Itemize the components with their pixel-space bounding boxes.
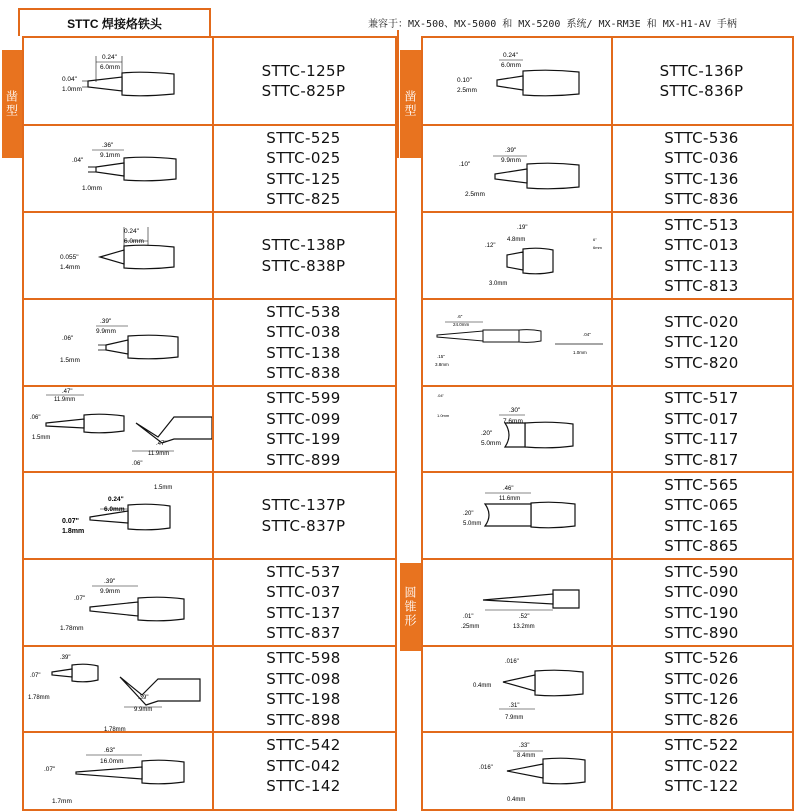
tip-drawing [24, 300, 214, 385]
part-number: STTC-898 [266, 710, 341, 729]
dim-width-in: .20" [463, 511, 474, 517]
dim-length-in: 0.24" [102, 54, 117, 61]
part-number-list [611, 126, 792, 211]
dim-width-mm: 2.5mm [457, 87, 477, 94]
dim-length-in: .46" [503, 486, 514, 492]
part-number-list [212, 213, 395, 298]
dim-bent-in: .39" [138, 695, 149, 701]
part-number: STTC-820 [664, 353, 739, 372]
dim-width-in: 0.04" [62, 76, 77, 83]
dim-length-mm: 13.2mm [513, 624, 535, 630]
dim-length-in: .33" [519, 743, 530, 749]
dim-width-mm: 1.5mm [32, 435, 51, 441]
dim-width-mm: 1.7mm [52, 798, 72, 805]
part-number: STTC-138 [266, 343, 341, 362]
tip-row [421, 731, 794, 811]
part-number-list [611, 300, 792, 385]
part-number-list [611, 473, 792, 558]
dim-length-in: .39" [505, 147, 517, 154]
tip-drawing [24, 473, 214, 558]
dim-width-mm: 1.8mm [62, 528, 85, 535]
dim-length-in: .19" [517, 225, 528, 231]
tip-row [22, 558, 397, 647]
part-number: STTC-142 [266, 777, 341, 795]
tip-drawing [423, 733, 613, 809]
part-number: STTC-122 [664, 777, 739, 795]
conical-tab-label: 圆锥形 [403, 586, 417, 628]
dim-length-in: .6" [457, 314, 463, 319]
tip-row [421, 645, 794, 733]
catalog-title: STTC 焊接烙铁头 [18, 8, 211, 36]
part-number: STTC-590 [664, 562, 739, 581]
dim-length-mm: 11.9mm [54, 397, 76, 403]
tip-drawing [24, 213, 214, 298]
dim-width-in: 0.07" [62, 518, 79, 525]
tip-drawing [24, 387, 214, 471]
part-number: STTC-536 [664, 128, 739, 147]
part-number: STTC-113 [664, 256, 739, 275]
dim-length-in: .36" [102, 142, 114, 149]
dim-length-mm: 9.1mm [100, 152, 120, 159]
tip-row [22, 471, 397, 560]
tip-row [421, 124, 794, 213]
dim-tip-mm: 0.4mm [507, 797, 526, 803]
part-number: STTC-017 [664, 409, 739, 428]
dim-width-mm: 5.0mm [463, 521, 482, 527]
dim-width-in: .07" [44, 766, 56, 773]
part-number: STTC-126 [664, 690, 739, 708]
tip-row [22, 645, 397, 733]
dim-bent-mm: 9.9mm [134, 707, 153, 713]
part-number: STTC-599 [266, 389, 341, 407]
dim-width-mm: 1.0mm [62, 86, 82, 93]
chisel-tab-left-label: 凿型 [4, 90, 19, 118]
dim-width-in: 0.055" [60, 254, 79, 261]
tip-drawing [423, 213, 613, 298]
conical-tab [400, 563, 421, 651]
dim-width-in: .01" [463, 614, 474, 620]
tip-row [22, 385, 397, 473]
part-number: STTC-065 [664, 496, 739, 514]
dim-length-in: 0.24" [124, 228, 139, 235]
part-number: STTC-838P [261, 256, 346, 275]
part-number: STTC-837P [261, 516, 346, 535]
dim-width-mm: 3.8mm [435, 362, 449, 367]
part-number: STTC-125 [266, 169, 341, 188]
part-number: STTC-517 [664, 389, 739, 407]
part-number: STTC-038 [266, 323, 341, 341]
part-number: STTC-165 [664, 516, 739, 535]
tip-row [22, 731, 397, 811]
dim-tip-in: .04" [437, 393, 444, 398]
part-number: STTC-026 [664, 669, 739, 688]
part-number: STTC-037 [266, 583, 341, 601]
part-number-list [611, 38, 792, 124]
dim-tip-mm: 1.0mm [437, 413, 450, 418]
dim-length-mm: 7.9mm [505, 715, 524, 721]
dim-note-in: 6" [593, 237, 597, 242]
dim-length-mm: 7.6mm [503, 418, 523, 425]
tip-row [22, 124, 397, 213]
part-number: STTC-865 [664, 537, 739, 555]
tip-drawing [24, 733, 214, 809]
dim-bent-in: .47" [156, 441, 167, 447]
tip-row [421, 471, 794, 560]
dim-width-in: .15" [437, 354, 445, 359]
dim-length-mm: 6.0mm [100, 64, 120, 71]
dim-length-in: .39" [104, 578, 116, 585]
dim-length-in: .47" [62, 389, 73, 395]
dim-length-mm: 4.8mm [507, 237, 526, 243]
part-number-list [212, 38, 395, 124]
dim-width-mm: 1.78mm [60, 625, 84, 632]
part-number: STTC-137 [266, 603, 341, 622]
part-number: STTC-125P [261, 61, 346, 80]
dim-width-mm: 5.0mm [481, 440, 501, 447]
part-number-list [611, 560, 792, 645]
tip-drawing [423, 560, 613, 645]
dim-length-in: .39" [60, 655, 71, 661]
part-number-list [212, 300, 395, 385]
part-number: STTC-542 [266, 736, 341, 754]
tip-row [421, 385, 794, 473]
tip-row [421, 36, 794, 126]
part-number-list [212, 126, 395, 211]
dim-length-mm: 6.0mm [501, 62, 521, 69]
dim-tip-in: .016" [505, 659, 519, 665]
dim-length-in: 0.24" [503, 52, 518, 59]
dim-length-mm: 16.0mm [100, 758, 124, 765]
tip-drawing [423, 300, 613, 385]
tip-drawing [24, 38, 214, 124]
part-number: STTC-042 [266, 756, 341, 775]
dim-width-mm: 2.5mm [465, 191, 485, 198]
dim-width-mm: 1.4mm [60, 264, 80, 271]
part-number: STTC-522 [664, 736, 739, 754]
chisel-tab-right-label: 凿型 [403, 90, 417, 118]
dim-width-mm: 1.78mm [28, 695, 50, 701]
part-number: STTC-838 [266, 364, 341, 382]
dim-note-mm: 6mm [593, 245, 602, 250]
dim-length-in: .31" [509, 703, 520, 709]
chisel-tab-right [400, 50, 421, 158]
dim-length-in: .52" [519, 614, 530, 620]
dim-length-mm: 9.9mm [100, 588, 120, 595]
part-number-list [611, 213, 792, 298]
part-number-list [212, 560, 395, 645]
dim-length-mm: 6.0mm [104, 506, 125, 513]
dim-length-in: .30" [509, 407, 521, 414]
dim-tip-mm: 1.0mm [573, 350, 587, 355]
part-number: STTC-136P [659, 61, 744, 80]
compatibility-note: 兼容于：MX-500、MX-5000 和 MX-5200 系统/ MX-RM3E 和 MX-H1-AV 手柄 [368, 19, 737, 30]
dim-length-mm: 24.0mm [453, 322, 470, 327]
dim-width-in: .06" [30, 415, 41, 421]
part-number: STTC-513 [664, 215, 739, 234]
part-number: STTC-199 [266, 430, 341, 448]
dim-width-in: .06" [62, 335, 74, 342]
tip-row [421, 558, 794, 647]
dim-length-in: .39" [100, 318, 112, 325]
dim-length-mm: 9.9mm [501, 157, 521, 164]
tip-drawing [423, 38, 613, 124]
dim-width-in: .07" [30, 673, 41, 679]
tip-drawing [24, 126, 214, 211]
dim-length-mm: 11.6mm [499, 496, 521, 502]
part-number: STTC-826 [664, 710, 739, 729]
dim-bent-mm: 11.9mm [148, 451, 170, 457]
dim-width-mm: 1.0mm [82, 185, 102, 192]
dim-width-in: .12" [485, 243, 496, 249]
part-number: STTC-117 [664, 430, 739, 448]
dim-length-mm: 8.4mm [517, 753, 536, 759]
dim-width-in: .10" [459, 161, 471, 168]
part-number: STTC-825P [261, 82, 346, 100]
part-number: STTC-190 [664, 603, 739, 622]
dim-tip-in: .04" [583, 332, 591, 337]
dim-width-mm: 3.0mm [489, 281, 508, 287]
part-number: STTC-837 [266, 624, 341, 642]
dim-width-in: .07" [74, 595, 86, 602]
part-number-list [212, 647, 395, 731]
tip-drawing [24, 647, 214, 731]
part-number: STTC-198 [266, 690, 341, 708]
part-number: STTC-138P [261, 236, 346, 254]
part-number: STTC-890 [664, 624, 739, 642]
tip-drawing [423, 126, 613, 211]
tip-drawing [24, 560, 214, 645]
part-number: STTC-899 [266, 450, 341, 469]
tip-drawing [423, 647, 613, 731]
part-number: STTC-537 [266, 562, 341, 581]
part-number: STTC-817 [664, 450, 739, 469]
part-number: STTC-525 [266, 128, 341, 147]
part-number-list [611, 387, 792, 471]
part-number: STTC-836 [664, 190, 739, 208]
part-number: STTC-020 [664, 312, 739, 331]
tip-drawing [423, 473, 613, 558]
part-number-list [212, 473, 395, 558]
part-number: STTC-099 [266, 409, 341, 428]
part-number: STTC-565 [664, 475, 739, 494]
left-section-rule [397, 30, 399, 158]
tip-row [22, 36, 397, 126]
part-number: STTC-813 [664, 277, 739, 295]
part-number: STTC-136 [664, 169, 739, 188]
part-number: STTC-137P [261, 496, 346, 514]
dim-tip-mm: 0.4mm [473, 683, 492, 689]
dim-tip-mm: 1.5mm [154, 485, 173, 491]
part-number: STTC-598 [266, 649, 341, 667]
chisel-tab-left [2, 50, 22, 158]
tip-row [22, 211, 397, 300]
dim-bent-width: .06" [132, 461, 143, 467]
part-number: STTC-526 [664, 649, 739, 667]
dim-width-in: .20" [481, 430, 493, 437]
tip-row [421, 298, 794, 387]
dim-length-in: .63" [104, 747, 116, 754]
tip-drawing [423, 387, 613, 471]
part-number: STTC-013 [664, 236, 739, 254]
dim-length-mm: 9.9mm [96, 328, 116, 335]
dim-length-mm: 6.0mm [124, 238, 144, 245]
dim-length-in: 0.24" [108, 496, 124, 503]
part-number-list [212, 733, 395, 809]
dim-bent-width: 1.78mm [104, 727, 126, 731]
tip-row [22, 298, 397, 387]
dim-width-mm: .25mm [461, 624, 480, 630]
dim-width-in: 0.10" [457, 77, 472, 84]
dim-tip-in: .016" [479, 765, 493, 771]
part-number: STTC-090 [664, 583, 739, 601]
dim-width-mm: 1.5mm [60, 357, 80, 364]
part-number-list [611, 733, 792, 809]
part-number: STTC-022 [664, 756, 739, 775]
part-number: STTC-825 [266, 190, 341, 208]
part-number-list [611, 647, 792, 731]
dim-width-in: .04" [72, 157, 84, 164]
part-number: STTC-120 [664, 333, 739, 352]
part-number: STTC-036 [664, 149, 739, 167]
tip-row [421, 211, 794, 300]
part-number: STTC-025 [266, 149, 341, 167]
part-number: STTC-098 [266, 669, 341, 688]
part-number-list [212, 387, 395, 471]
part-number: STTC-538 [266, 302, 341, 321]
part-number: STTC-836P [659, 82, 744, 100]
